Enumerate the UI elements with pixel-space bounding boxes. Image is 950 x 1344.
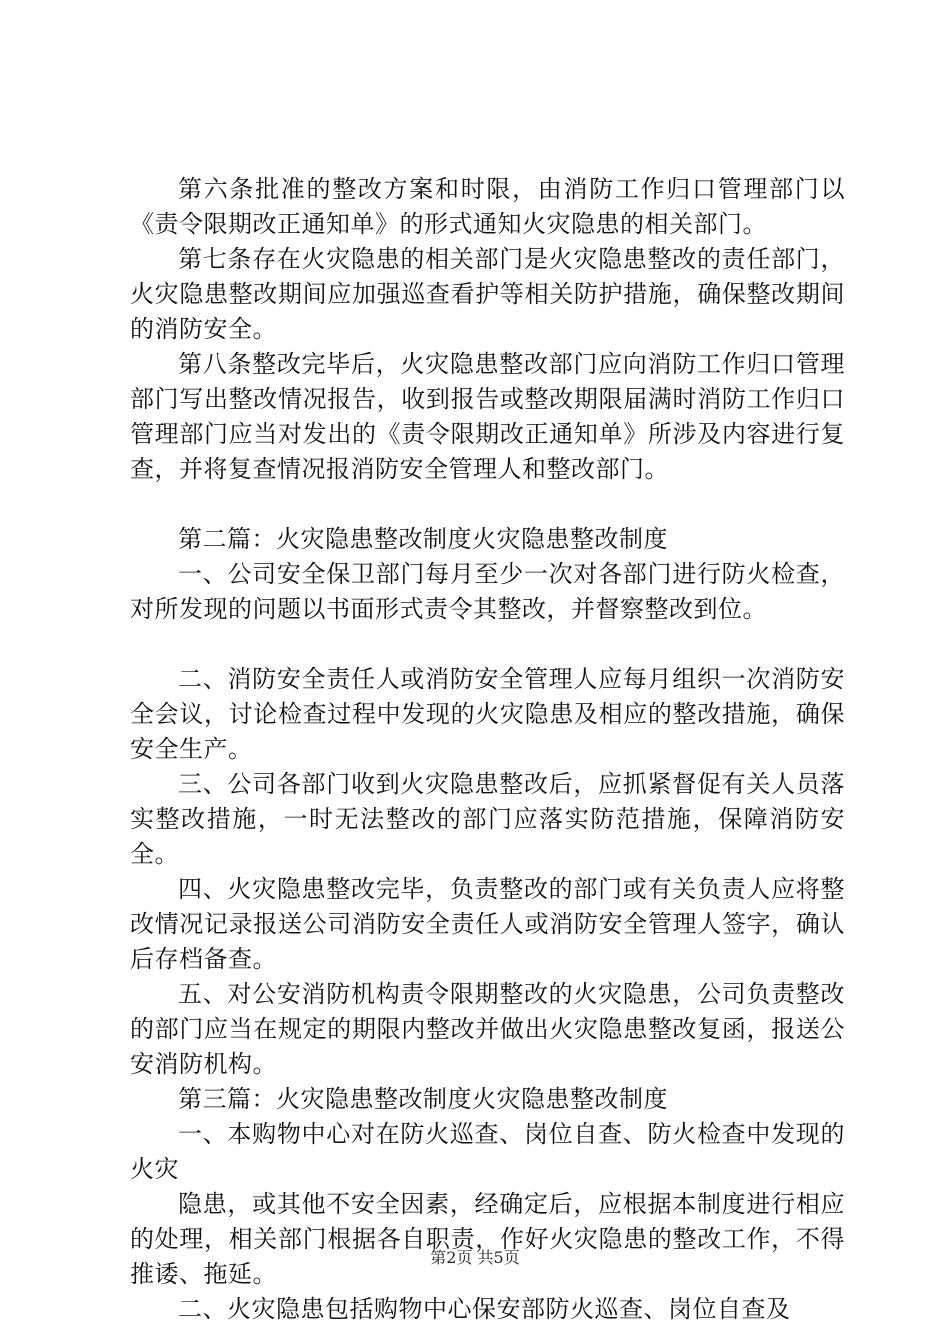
section-3-item-2: 二、火灾隐患包括购物中心保安部防火巡查、岗位自查及 <box>178 1295 791 1323</box>
section-2-item-5: 五、对公安消防机构责令限期整改的火灾隐患，公司负责整改的部门应当在规定的期限内整改并做出火灾隐患整改复函，报送公安消防机构。 <box>130 980 845 1078</box>
section-3-item-1: 一、本购物中心对在防火巡查、岗位自查、防火检查中发现的火灾 <box>130 1120 845 1183</box>
section-2-heading: 第二篇：火灾隐患整改制度火灾隐患整改制度 <box>178 525 668 553</box>
section-2-item-4: 四、火灾隐患整改完毕，负责整改的部门或有关负责人应将整改情况记录报送公司消防安全责任人或消防安全管理人签字，确认后存档备查。 <box>130 875 845 973</box>
article-6-paragraph: 第六条批准的整改方案和时限，由消防工作归口管理部门以《责令限期改正通知单》的形式通知火灾隐患的相关部门。 <box>130 175 845 238</box>
document-body <box>130 172 845 1327</box>
section-2-item-1: 一、公司安全保卫部门每月至少一次对各部门进行防火检查，对所发现的问题以书面形式责令其整改，并督察整改到位。 <box>130 560 845 623</box>
section-2-item-3: 三、公司各部门收到火灾隐患整改后，应抓紧督促有关人员落实整改措施，一时无法整改的部门应落实防范措施，保障消防安全。 <box>130 770 845 868</box>
section-3-item-1-continued: 隐患，或其他不安全因素，经确定后，应根据本制度进行相应的处理，相关部门根据各自职责，作好火灾隐患的整改工作，不得推诿、拖延。 <box>130 1190 845 1288</box>
page-number-footer: 第2页 共5页 <box>430 1248 520 1267</box>
article-7-paragraph: 第七条存在火灾隐患的相关部门是火灾隐患整改的责任部门，火灾隐患整改期间应加强巡查看护等相关防护措施，确保整改期间的消防安全。 <box>130 245 845 343</box>
section-2-item-2: 二、消防安全责任人或消防安全管理人应每月组织一次消防安全会议，讨论检查过程中发现的火灾隐患及相应的整改措施，确保安全生产。 <box>130 665 845 763</box>
section-3-heading: 第三篇：火灾隐患整改制度火灾隐患整改制度 <box>178 1085 668 1113</box>
article-8-paragraph: 第八条整改完毕后，火灾隐患整改部门应向消防工作归口管理部门写出整改情况报告，收到报告或整改期限届满时消防工作归口管理部门应当对发出的《责令限期改正通知单》所涉及内容进行复查，并将复查情况报消防安全管理人和整改部门。 <box>130 350 845 483</box>
